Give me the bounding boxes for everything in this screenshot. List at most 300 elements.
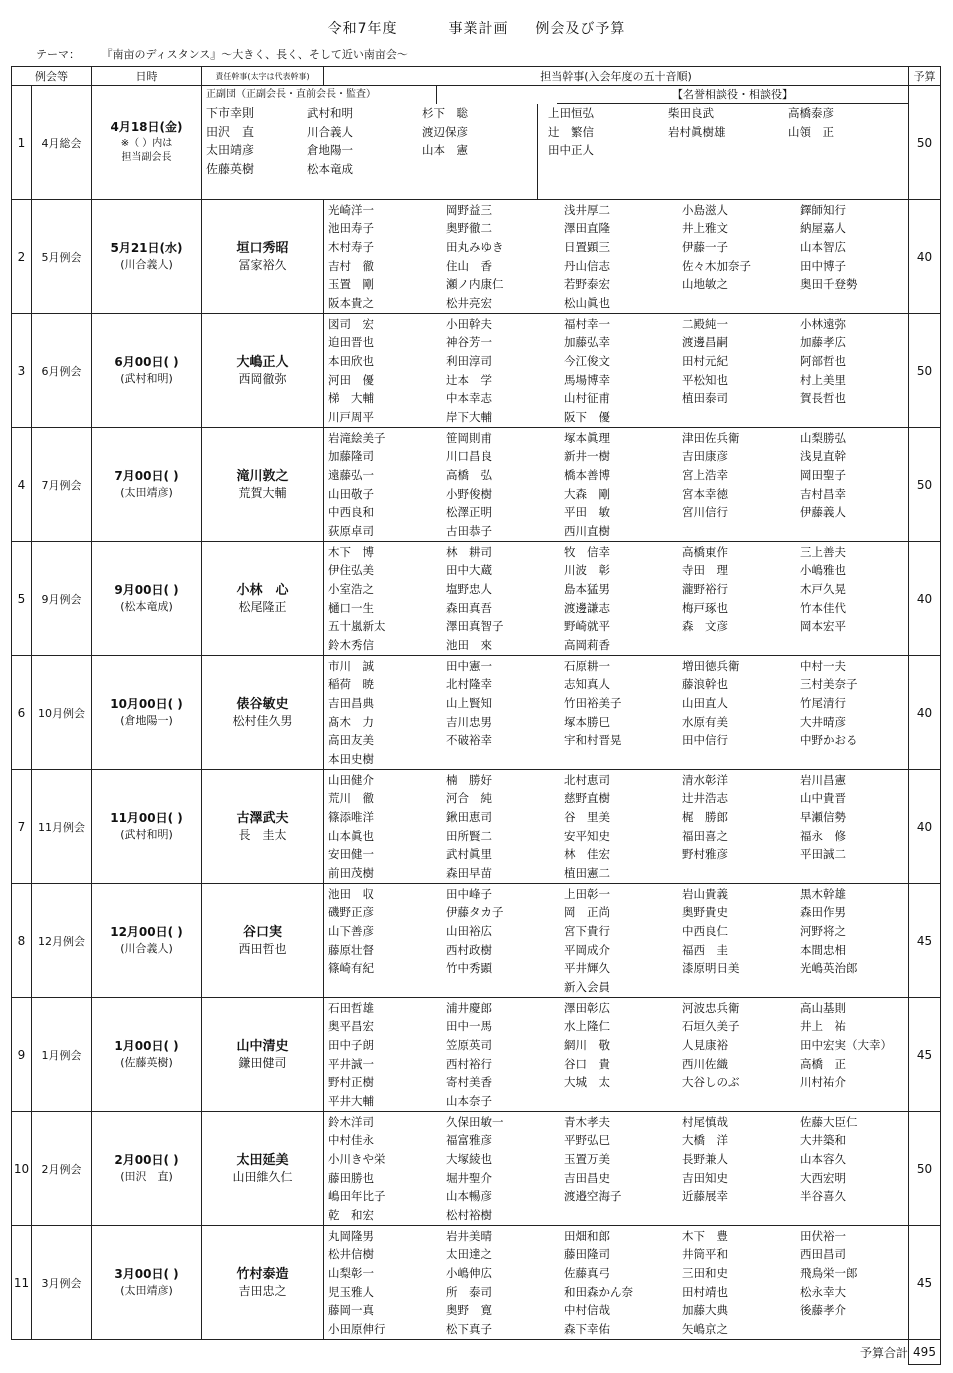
- member-name: 津田佐兵衛: [682, 430, 740, 445]
- member-name: 飛鳥栄一郎: [800, 1265, 858, 1280]
- member-name: 森田早苗: [446, 865, 492, 880]
- member-name: 西村裕行: [446, 1056, 492, 1071]
- member-name: [800, 408, 917, 427]
- row-number: 1: [12, 86, 32, 200]
- member-name: 嶋田年比子: [328, 1189, 386, 1204]
- member-name: 岩川昌憲: [800, 772, 846, 787]
- row-date: [92, 200, 202, 314]
- member-name: 松井亮宏: [446, 295, 492, 310]
- member-name: 鐸師知行: [800, 202, 846, 217]
- row-budget: 40: [909, 542, 941, 656]
- member-name: 植田泰司: [682, 391, 728, 406]
- member-name: 乾 和宏: [328, 1207, 374, 1222]
- row-date-value: 6月00日( ): [114, 354, 179, 369]
- table-row: [12, 1112, 941, 1226]
- title-year: 令和7年度: [327, 21, 398, 37]
- april-lead-name: 太田靖彦: [206, 143, 255, 158]
- members-grid: [328, 201, 908, 313]
- row-vice-president: (武村和明): [120, 372, 173, 386]
- lead-secondary: 松尾隆正: [238, 600, 287, 615]
- april-lead-list: [202, 104, 303, 199]
- member-name: 慈野直樹: [564, 791, 610, 806]
- member-name: 西川佐織: [682, 1056, 728, 1071]
- member-name: [800, 294, 917, 313]
- member-name: 新入会員: [564, 979, 610, 994]
- member-name: 木村寿子: [328, 239, 374, 254]
- member-name: 田所賢二: [446, 828, 492, 843]
- member-name: 宮下貴行: [564, 923, 610, 938]
- members-grid: [328, 429, 908, 541]
- member-name: 岡本宏平: [800, 619, 846, 634]
- member-name: [682, 294, 800, 313]
- table-row: [12, 998, 941, 1112]
- member-name: 宮本幸徳: [682, 486, 728, 501]
- row-lead: [202, 314, 324, 428]
- advisors-caption: 【名誉相談役・相談役】: [557, 86, 908, 104]
- table-row: [12, 1226, 941, 1340]
- member-name: [800, 522, 917, 541]
- member-name: 高田友美: [328, 733, 374, 748]
- lead-representative: 垣口秀昭: [236, 240, 289, 256]
- member-name: 野村雅彦: [682, 847, 728, 862]
- member-name: 山梨彰一: [328, 1265, 374, 1280]
- member-name: 梶 勝郎: [682, 809, 728, 824]
- member-name: 森田作男: [800, 905, 846, 920]
- member-name: 牧 信幸: [564, 544, 610, 559]
- member-name: 寄村美香: [446, 1075, 492, 1090]
- member-name: 岡田聖子: [800, 467, 846, 482]
- row-vice-president: (松本竜成): [120, 600, 173, 614]
- member-name: 山村征甫: [564, 391, 610, 406]
- member-name: 髙木 力: [328, 714, 374, 729]
- member-name: 田村元紀: [682, 353, 728, 368]
- row-budget: 50: [909, 314, 941, 428]
- member-name: 竹中秀顕: [446, 961, 492, 976]
- members-grid: [328, 885, 908, 997]
- member-name: [800, 1320, 917, 1339]
- member-name: 田丸みゆき: [446, 239, 504, 254]
- member-name: 植田憲二: [564, 865, 610, 880]
- row-number: 4: [12, 428, 32, 542]
- member-name: 田中峰子: [446, 886, 492, 901]
- lead-representative: 太田延美: [236, 1152, 289, 1168]
- member-name: 前田茂樹: [328, 865, 374, 880]
- row-date-value: 5月21日(水): [110, 240, 183, 255]
- table-row: [12, 428, 941, 542]
- member-name: 本田史樹: [328, 751, 374, 766]
- member-name: 岡 正尚: [564, 905, 610, 920]
- member-name: 丹山信志: [564, 258, 610, 273]
- member-name: 吉田昌史: [564, 1170, 610, 1185]
- member-name: 藤岡一真: [328, 1303, 374, 1318]
- april-advisor-name: 柴田良武: [668, 106, 714, 120]
- header-budget: 予算: [909, 67, 941, 86]
- member-name: 鍬田恵司: [446, 809, 492, 824]
- member-name: 笹岡則甫: [446, 430, 492, 445]
- member-name: 藤田勝也: [328, 1170, 374, 1185]
- member-name: 中村信哉: [564, 1303, 610, 1318]
- member-name: 後藤孝介: [800, 1303, 846, 1318]
- member-name: 高橋 正: [800, 1056, 846, 1071]
- table-row: [12, 314, 941, 428]
- member-name: 石垣久美子: [682, 1019, 740, 1034]
- member-name: 黒木幹雄: [800, 886, 846, 901]
- header-members: 担当幹事(入会年度の五十音順): [324, 67, 909, 86]
- member-name: 山本智広: [800, 239, 846, 254]
- member-name: 石原耕一: [564, 658, 610, 673]
- row-date-value: 7月00日( ): [114, 468, 179, 483]
- member-name: [682, 750, 800, 769]
- row-vice-president: (武村和明): [120, 828, 173, 842]
- member-name: 瀬ノ内康仁: [446, 277, 504, 292]
- theme-text: 『南亩のディスタンス』～大きく、長く、そして近い南亩会～: [101, 48, 408, 61]
- member-name: 澤田直隆: [564, 221, 610, 236]
- member-name: 伊住弘美: [328, 563, 374, 578]
- row-lead: [202, 884, 324, 998]
- row-budget: 40: [909, 770, 941, 884]
- member-name: 大谷しのぶ: [682, 1075, 740, 1090]
- member-name: 水原有美: [682, 714, 728, 729]
- member-name: 池田寿子: [328, 221, 374, 236]
- member-name: 日置顕三: [564, 239, 610, 254]
- table-row: [12, 770, 941, 884]
- row-month: 2月例会: [32, 1112, 92, 1226]
- member-name: 鈴木洋司: [328, 1114, 374, 1129]
- row-vice-president: (川合義人): [120, 942, 173, 956]
- member-name: 藤田隆司: [564, 1247, 610, 1262]
- member-name: 林 耕司: [446, 544, 492, 559]
- member-name: 太田達之: [446, 1247, 492, 1262]
- member-name: 上田彰一: [564, 886, 610, 901]
- member-name: 瀧野裕行: [682, 581, 728, 596]
- members-grid: [328, 1113, 908, 1225]
- member-name: 井上雅文: [682, 221, 728, 236]
- lead-secondary: 山田維久仁: [232, 1170, 293, 1185]
- member-name: [682, 1206, 800, 1225]
- row-date-value: 10月00日( ): [110, 696, 183, 711]
- member-name: 奥田千登勢: [800, 277, 858, 292]
- row-number: 9: [12, 998, 32, 1112]
- member-name: 塩野忠人: [446, 581, 492, 596]
- member-name: 中本幸志: [446, 391, 492, 406]
- member-name: 岩井美晴: [446, 1228, 492, 1243]
- row-number: 6: [12, 656, 32, 770]
- member-name: 中西良和: [328, 505, 374, 520]
- member-name: 竹田裕美子: [564, 695, 622, 710]
- member-name: 橋本善博: [564, 467, 610, 482]
- row-number: 2: [12, 200, 32, 314]
- member-name: 高橋東作: [682, 544, 728, 559]
- member-name: 松山眞也: [564, 295, 610, 310]
- april-advisor-name: [668, 141, 788, 160]
- row-vice-president: (太田靖彦): [120, 1284, 173, 1298]
- member-name: 池田 収: [328, 886, 374, 901]
- members-grid: [328, 999, 908, 1111]
- member-name: 伊藤一子: [682, 239, 728, 254]
- member-name: 平井誠一: [328, 1056, 374, 1071]
- row-members: [324, 884, 909, 998]
- member-name: 青木孝夫: [564, 1114, 610, 1129]
- member-name: 小川きや栄: [328, 1151, 386, 1166]
- member-name: 山田敬子: [328, 486, 374, 501]
- row-month: 7月例会: [32, 428, 92, 542]
- row-month: 4月総会: [32, 86, 92, 200]
- member-name: 平岡成介: [564, 942, 610, 957]
- table-row: [12, 656, 941, 770]
- april-officers-cell: [202, 86, 909, 200]
- member-name: [682, 408, 800, 427]
- row-members: [324, 770, 909, 884]
- member-name: 岸下大輔: [446, 409, 492, 424]
- row-note-1: ※（ ）内は: [120, 137, 173, 149]
- member-name: 加藤隆司: [328, 449, 374, 464]
- member-name: [328, 978, 446, 997]
- member-name: 寺田 理: [682, 563, 728, 578]
- member-name: 林 佳宏: [564, 847, 610, 862]
- member-name: 大井晴彦: [800, 714, 846, 729]
- member-name: 福西 圭: [682, 942, 728, 957]
- member-name: 笠原英司: [446, 1037, 492, 1052]
- lead-representative: 俵谷敏史: [236, 696, 289, 712]
- member-name: 児玉雅人: [328, 1284, 374, 1299]
- member-name: 田村靖也: [682, 1284, 728, 1299]
- member-name: 小室浩之: [328, 581, 374, 596]
- row-month: 6月例会: [32, 314, 92, 428]
- member-name: 篠崎有紀: [328, 961, 374, 976]
- row-date-value: 12月00日( ): [110, 924, 183, 939]
- title-plan: 事業計画: [448, 21, 509, 37]
- member-name: 荻原卓司: [328, 523, 374, 538]
- row-month: 10月例会: [32, 656, 92, 770]
- lead-representative: 竹村泰造: [236, 1266, 289, 1282]
- member-name: 市川 誠: [328, 658, 374, 673]
- member-name: 藤原壮督: [328, 942, 374, 957]
- member-name: 奥平昌宏: [328, 1019, 374, 1034]
- row-date: [92, 428, 202, 542]
- row-date-value: 4月18日(金): [110, 120, 183, 135]
- member-name: 本田欣也: [328, 353, 374, 368]
- member-name: 福村幸一: [564, 316, 610, 331]
- member-name: 山本暢彦: [446, 1189, 492, 1204]
- row-date: [92, 884, 202, 998]
- member-name: 岡野益三: [446, 202, 492, 217]
- member-name: 井上 祐: [800, 1019, 846, 1034]
- member-name: 賀長哲也: [800, 391, 846, 406]
- member-name: 堀井聖介: [446, 1170, 492, 1185]
- row-date-value: 1月00日( ): [114, 1038, 179, 1053]
- row-members: [324, 998, 909, 1112]
- member-name: 光崎洋一: [328, 202, 374, 217]
- members-grid: [328, 1227, 908, 1339]
- lead-representative: 谷口実: [242, 924, 282, 940]
- member-name: 樋口一生: [328, 600, 374, 615]
- member-name: 清水彰洋: [682, 772, 728, 787]
- member-name: 鈴木秀信: [328, 637, 374, 652]
- lead-representative: 小林 心: [236, 582, 289, 598]
- member-name: 塚本勝巳: [564, 714, 610, 729]
- members-grid: [328, 315, 908, 427]
- lead-representative: 山中清史: [236, 1038, 289, 1054]
- total-value: 495: [909, 1340, 941, 1365]
- row-members: [324, 542, 909, 656]
- row-month: 1月例会: [32, 998, 92, 1112]
- member-name: 山地敏之: [682, 277, 728, 292]
- member-name: 澤田真智子: [446, 619, 504, 634]
- member-name: 磯野正彦: [328, 905, 374, 920]
- member-name: 遠藤弘一: [328, 467, 374, 482]
- april-advisor-name: [788, 141, 908, 160]
- member-name: 北村隆幸: [446, 677, 492, 692]
- row-budget: 45: [909, 998, 941, 1112]
- member-name: 木戸久晃: [800, 581, 846, 596]
- member-name: 楠 勝好: [446, 772, 492, 787]
- lead-secondary: 西岡徹弥: [238, 372, 287, 387]
- april-lead-name: 佐藤英樹: [206, 161, 255, 176]
- member-name: 山本奈子: [446, 1093, 492, 1108]
- member-name: [564, 1092, 682, 1111]
- member-name: 小嶋伸広: [446, 1265, 492, 1280]
- member-name: 浅井厚二: [564, 202, 610, 217]
- row-lead: [202, 1112, 324, 1226]
- lead-representative: 古澤武夫: [236, 810, 289, 826]
- row-date-value: 2月00日( ): [114, 1152, 179, 1167]
- member-name: 大西宏明: [800, 1170, 846, 1185]
- member-name: [682, 1092, 800, 1111]
- row-budget: 50: [909, 86, 941, 200]
- april-body: [202, 104, 908, 199]
- member-name: 小田原伸行: [328, 1321, 386, 1336]
- member-name: 小林遠弥: [800, 316, 846, 331]
- lead-representative: 大嶋正人: [236, 354, 289, 370]
- member-name: 荒川 徹: [328, 791, 374, 806]
- member-name: 吉川忠男: [446, 714, 492, 729]
- member-name: 小島滋人: [682, 202, 728, 217]
- member-name: 川口昌良: [446, 449, 492, 464]
- header-lead: 責任幹事(太字は代表幹事): [202, 67, 324, 86]
- member-name: 中村佳永: [328, 1133, 374, 1148]
- row-month: 11月例会: [32, 770, 92, 884]
- member-name: 吉田昌典: [328, 695, 374, 710]
- member-name: 松澤正明: [446, 505, 492, 520]
- row-members: [324, 1112, 909, 1226]
- april-caption-bar: [202, 86, 908, 104]
- table-row: [12, 200, 941, 314]
- member-name: 二殿純一: [682, 316, 728, 331]
- header-kaito: 例会等: [12, 67, 92, 86]
- april-advisor-name: 山領 正: [788, 124, 834, 139]
- member-name: 光嶋英治郎: [800, 961, 858, 976]
- header-row: [12, 67, 941, 86]
- member-name: 河田 優: [328, 372, 374, 387]
- member-name: 和田森かん奈: [564, 1284, 633, 1299]
- member-name: 古田恭子: [446, 523, 492, 538]
- member-name: 馬場博幸: [564, 372, 610, 387]
- april-officer-name: 山本 憲: [422, 143, 468, 158]
- member-name: 所 泰司: [446, 1284, 492, 1299]
- members-grid: [328, 543, 908, 655]
- row-date: [92, 1112, 202, 1226]
- member-name: 木下 豊: [682, 1228, 728, 1243]
- april-advisor-name: 田中正人: [548, 143, 594, 158]
- member-name: 図司 宏: [328, 316, 374, 331]
- april-advisor-name: 岩村眞樹雄: [668, 124, 726, 139]
- member-name: 田中宏実（大幸）: [800, 1037, 892, 1052]
- lead-secondary: 鎌田健司: [238, 1056, 287, 1071]
- member-name: 漆原明日美: [682, 961, 740, 976]
- member-name: 本間忠相: [800, 942, 846, 957]
- member-name: 島本猛男: [564, 581, 610, 596]
- member-name: 河合 純: [446, 791, 492, 806]
- member-name: 伊藤義人: [800, 505, 846, 520]
- member-name: 塚本眞理: [564, 430, 610, 445]
- member-name: 大森 剛: [564, 486, 610, 501]
- member-name: 河波忠兵衛: [682, 1000, 740, 1015]
- member-name: 浅見直幹: [800, 449, 846, 464]
- member-name: 矢嶋京之: [682, 1321, 728, 1336]
- member-name: 小野俊樹: [446, 486, 492, 501]
- member-name: 福田喜之: [682, 828, 728, 843]
- row-vice-president: (川合義人): [120, 258, 173, 272]
- member-name: 野崎就平: [564, 619, 610, 634]
- member-name: 松井信樹: [328, 1247, 374, 1262]
- member-name: 安平知史: [564, 828, 610, 843]
- member-name: 田畑和郎: [564, 1228, 610, 1243]
- row-vice-president: (佐藤英樹): [120, 1056, 173, 1070]
- april-officer-name: 松本竜成: [307, 161, 353, 176]
- member-name: 住山 香: [446, 258, 492, 273]
- april-advisor-name: 上田恒弘: [548, 106, 594, 120]
- row-lead: [202, 428, 324, 542]
- member-name: 三村美奈子: [800, 677, 858, 692]
- lead-secondary: 西田哲也: [238, 942, 287, 957]
- member-name: 宇和村晋晃: [564, 733, 622, 748]
- member-name: [564, 750, 682, 769]
- total-label: 予算合計: [324, 1340, 909, 1365]
- member-name: [800, 1206, 917, 1225]
- member-name: 増田徳兵衛: [682, 658, 740, 673]
- table-row-april: [12, 86, 941, 200]
- member-name: 森下幸佑: [564, 1321, 610, 1336]
- member-name: 西村政樹: [446, 942, 492, 957]
- april-officer-name: 渡辺保彦: [422, 124, 468, 139]
- april-lead-name: 下市幸則: [206, 106, 255, 120]
- member-name: 加藤孝広: [800, 335, 846, 350]
- member-name: 新井一樹: [564, 449, 610, 464]
- member-name: 田中一馬: [446, 1019, 492, 1034]
- row-number: 3: [12, 314, 32, 428]
- member-name: 平田 敏: [564, 505, 610, 520]
- member-name: 久保田敏一: [446, 1114, 504, 1129]
- row-month: 9月例会: [32, 542, 92, 656]
- member-name: 中西良仁: [682, 923, 728, 938]
- member-name: 西川直樹: [564, 523, 610, 538]
- row-budget: 45: [909, 1226, 941, 1340]
- row-lead: [202, 998, 324, 1112]
- member-name: [564, 1206, 682, 1225]
- member-name: 松村裕樹: [446, 1207, 492, 1222]
- member-name: 迫田晋也: [328, 335, 374, 350]
- row-date-value: 11月00日( ): [110, 810, 183, 825]
- member-name: 吉村昌幸: [800, 486, 846, 501]
- member-name: 河野将之: [800, 923, 846, 938]
- member-name: 西田昌司: [800, 1247, 846, 1262]
- member-name: 梅戸琢也: [682, 600, 728, 615]
- member-name: 岩滝絵美子: [328, 430, 386, 445]
- member-name: 中野かおる: [800, 733, 858, 748]
- row-budget: 40: [909, 200, 941, 314]
- member-name: 平井大輔: [328, 1093, 374, 1108]
- member-name: [800, 978, 917, 997]
